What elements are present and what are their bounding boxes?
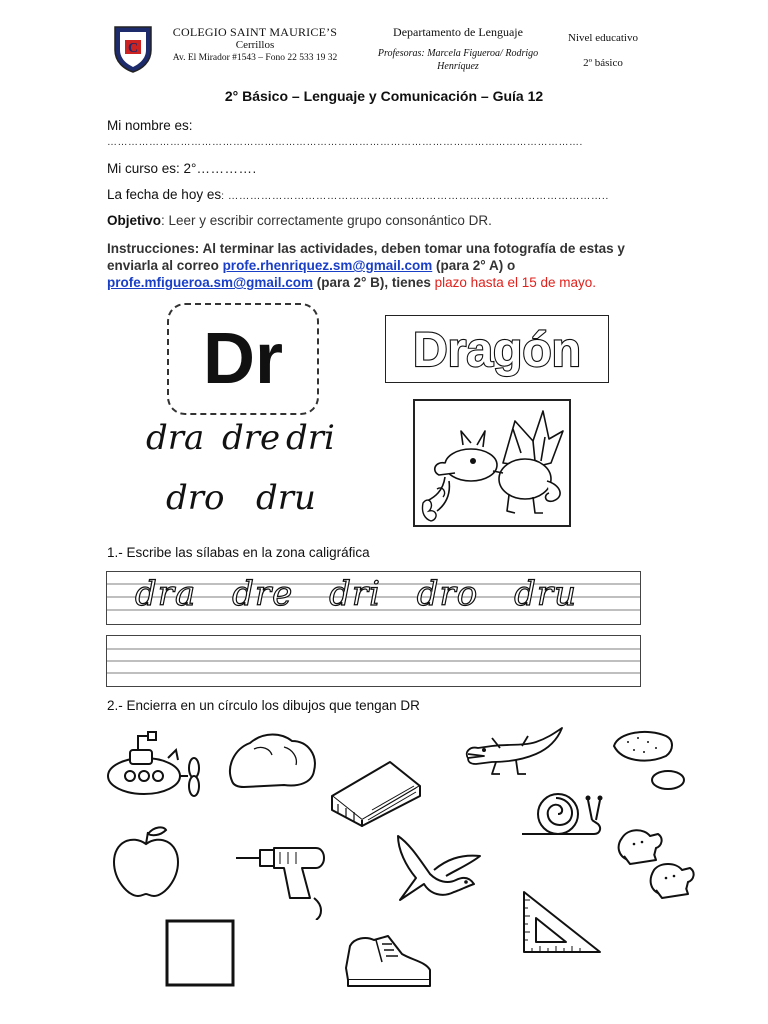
dragon-icon xyxy=(415,401,569,525)
brick-icon[interactable] xyxy=(328,756,424,828)
dragon-word: Dragón xyxy=(413,324,581,377)
exercise-1-title: 1.- Escribe las sílabas en la zona caligráfica xyxy=(107,545,370,560)
department-info xyxy=(368,26,548,73)
instructions-label: Instrucciones: xyxy=(107,241,200,256)
dragon-picture xyxy=(413,399,571,527)
guide-title: 2° Básico – Lenguaje y Comunicación – Guía 12 xyxy=(224,88,544,104)
shoe-icon[interactable] xyxy=(340,928,436,990)
date-field xyxy=(107,186,609,205)
deadline-text: plazo hasta el 15 de mayo. xyxy=(434,275,597,290)
level-label: Nivel educativo xyxy=(568,32,638,44)
objective-text: : Leer y escribir correctamente grupo consonántico DR. xyxy=(161,213,492,228)
apple-icon[interactable] xyxy=(108,824,184,900)
crocodile-icon[interactable] xyxy=(462,724,566,784)
square-icon[interactable] xyxy=(164,918,236,988)
course-label: Mi curso es: 2° xyxy=(107,161,197,176)
level-info xyxy=(555,32,651,70)
syllable-dre: dre xyxy=(222,418,281,458)
level-value: 2º básico xyxy=(583,57,623,69)
instructions xyxy=(107,240,662,291)
course-field xyxy=(107,160,257,177)
name-blank: ………………………………………………………………………………………………………………………. xyxy=(107,137,583,148)
traced-syllables xyxy=(135,574,577,614)
school-name: COLEGIO SAINT MAURICE’S xyxy=(172,25,338,39)
snail-icon[interactable] xyxy=(518,784,606,840)
name-label: Mi nombre es: xyxy=(107,118,193,133)
set-square-icon[interactable] xyxy=(518,888,604,956)
exercise-2-title: 2.- Encierra en un círculo los dibujos que tengan DR xyxy=(107,698,420,713)
school-address: Av. El Mirador #1543 – Fono 22 533 19 32 xyxy=(172,53,338,63)
traced-dru: dru xyxy=(514,574,578,614)
syllable-dru: dru xyxy=(256,478,316,518)
instructions-text: Al terminar las actividades, deben tomar una fotografía de estas y enviarla al correo xyxy=(107,241,625,273)
traced-dro: dro xyxy=(416,574,479,614)
syllable-dri: dri xyxy=(286,418,335,458)
objective xyxy=(107,212,492,229)
rock-icon[interactable] xyxy=(224,727,320,791)
drill-icon[interactable] xyxy=(232,836,332,920)
email-link-b[interactable]: profe.mfigueroa.sm@gmail.com xyxy=(107,275,313,290)
department-name: Departamento de Lenguaje xyxy=(393,25,523,39)
traced-dre: dre xyxy=(232,574,294,614)
school-crest xyxy=(112,24,154,74)
swallow-icon[interactable] xyxy=(390,830,486,902)
almond-icon[interactable] xyxy=(608,726,696,798)
email-link-a[interactable]: profe.rhenriquez.sm@gmail.com xyxy=(222,258,433,273)
dr-letters-box: Dr xyxy=(167,303,319,415)
submarine-icon[interactable] xyxy=(104,728,208,800)
course-blank: …………. xyxy=(196,161,257,176)
syllable-dra: dra xyxy=(146,418,205,458)
traced-dra: dra xyxy=(135,574,197,614)
traced-dri: dri xyxy=(329,574,381,614)
gloves-icon[interactable] xyxy=(614,826,698,908)
instructions-text-2: (para 2° A) o xyxy=(432,258,516,273)
school-info xyxy=(160,26,350,65)
teachers-names: Profesoras: Marcela Figueroa/ Rodrigo Henríquez xyxy=(377,48,539,72)
svg-text:C: C xyxy=(127,41,139,56)
date-label: La fecha de hoy es xyxy=(107,187,222,202)
syllable-dro: dro xyxy=(166,478,225,518)
calligraphy-zone-filled xyxy=(106,571,641,625)
instructions-text-3: (para 2° B), tienes xyxy=(312,275,435,290)
school-city: Cerrillos xyxy=(235,39,275,51)
calligraphy-zone-empty[interactable] xyxy=(106,635,641,687)
dragon-word-box xyxy=(385,315,609,383)
date-blank: : ………………………………………………………………………………………….. xyxy=(221,190,609,202)
objective-label: Objetivo xyxy=(107,213,162,228)
name-field xyxy=(107,117,583,151)
